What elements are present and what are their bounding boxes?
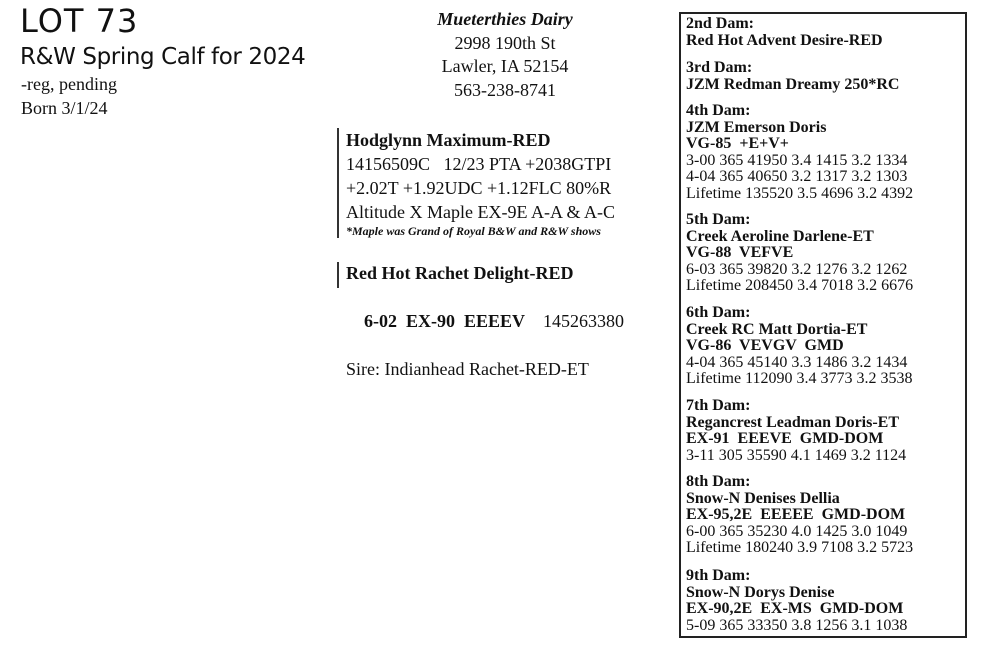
sire-block xyxy=(346,128,615,238)
dam-entry-class: EX-91 EEEVE GMD-DOM xyxy=(686,430,884,447)
dam-record: Lifetime 208450 3.4 7018 3.2 6676 xyxy=(686,277,914,294)
dam-entry-9th xyxy=(686,568,907,634)
dam-reg-number: 145263380 xyxy=(543,311,625,331)
dam-entry-name: JZM Redman Dreamy 250*RC xyxy=(686,75,900,93)
dam-entry-class: EX-95,2E EEEEE GMD-DOM xyxy=(686,506,906,523)
dam-record: 3-00 365 41950 3.4 1415 3.2 1334 xyxy=(686,151,908,169)
breeder-city: Lawler, IA 52154 xyxy=(441,56,569,76)
dam-header: 5th Dam: xyxy=(686,211,751,228)
dam-block xyxy=(346,261,624,381)
dam-entry-7th xyxy=(686,398,906,464)
sire-divider xyxy=(337,128,339,238)
dam-record: Lifetime 112090 3.4 3773 3.2 3538 xyxy=(686,370,913,387)
registration-status: -reg, pending xyxy=(21,74,117,94)
dam-entry-2nd xyxy=(686,16,883,49)
breeder-name: Mueterthies Dairy xyxy=(437,9,573,29)
breeder-address: 2998 190th St xyxy=(454,32,556,53)
lot-subtitle: R&W Spring Calf for 2024 xyxy=(20,44,306,70)
dam-entry-3rd xyxy=(686,60,899,93)
dam-entry-name: Red Hot Advent Desire-RED xyxy=(686,31,883,49)
dam-record: 4-04 365 45140 3.3 1486 3.2 1434 xyxy=(686,353,908,371)
dam-entry-name: Snow-N Denises Dellia xyxy=(686,489,840,507)
dam-record: Lifetime 180240 3.9 7108 3.2 5723 xyxy=(686,539,914,556)
dam-entry-name: Creek Aeroline Darlene-ET xyxy=(686,227,874,245)
dam-entry-name: Snow-N Dorys Denise xyxy=(686,583,835,601)
sire-pedigree: Altitude X Maple EX-9E A-A & A-C xyxy=(346,202,615,222)
dam-record: 3-11 305 35590 4.1 1469 3.2 1124 xyxy=(686,446,907,464)
dam-record: 6-03 365 39820 3.2 1276 3.2 1262 xyxy=(686,260,908,278)
dam-entry-class: VG-85 +E+V+ xyxy=(686,135,789,152)
sire-id-pta: 14156509C 12/23 PTA +2038GTPI xyxy=(346,154,612,174)
dam-record: 6-00 365 35230 4.0 1425 3.0 1049 xyxy=(686,522,908,540)
dam-classification: 6-02 EX-90 EEEEV xyxy=(364,311,526,331)
dam-entry-5th xyxy=(686,212,913,295)
dam-name: Red Hot Rachet Delight-RED xyxy=(346,263,574,283)
sire-note: *Maple was Grand of Royal B&W and R&W shows xyxy=(346,224,601,238)
dam-header: 8th Dam: xyxy=(686,473,751,490)
dam-entry-class: VG-86 VEVGV GMD xyxy=(686,337,844,354)
breeder-info xyxy=(400,8,610,102)
dam-entry-name: Creek RC Matt Dortia-ET xyxy=(686,320,868,338)
breeder-phone: 563-238-8741 xyxy=(454,79,556,100)
dam-entry-class: VG-88 VEFVE xyxy=(686,244,794,261)
dam-entry-4th xyxy=(686,103,913,202)
birth-date: Born 3/1/24 xyxy=(21,98,108,118)
dam-header: 6th Dam: xyxy=(686,304,751,321)
dam-header: 4th Dam: xyxy=(686,102,751,119)
dam-entry-name: JZM Emerson Doris xyxy=(686,118,827,136)
dam-header: 7th Dam: xyxy=(686,397,751,414)
dam-header: 9th Dam: xyxy=(686,567,751,584)
dam-record: 5-09 365 33350 3.8 1256 3.1 1038 xyxy=(686,616,908,634)
dam-record: Lifetime 135520 3.5 4696 3.2 4392 xyxy=(686,184,914,202)
dam-entry-6th xyxy=(686,305,913,388)
dam-entry-name: Regancrest Leadman Doris-ET xyxy=(686,413,900,431)
dam-header: 2nd Dam: xyxy=(686,15,755,32)
pedigree-box xyxy=(679,12,967,638)
dam-entry-8th xyxy=(686,474,913,557)
dam-sire: Sire: Indianhead Rachet-RED-ET xyxy=(346,359,589,379)
sire-traits: +2.02T +1.92UDC +1.12FLC 80%R xyxy=(346,178,612,198)
dam-header: 3rd Dam: xyxy=(686,59,753,76)
dam-divider xyxy=(337,262,339,288)
dam-record: 4-04 365 40650 3.2 1317 3.2 1303 xyxy=(686,168,908,185)
lot-title: LOT 73 xyxy=(20,2,139,40)
sire-name: Hodglynn Maximum-RED xyxy=(346,130,551,150)
dam-entry-class: EX-90,2E EX-MS GMD-DOM xyxy=(686,600,904,617)
